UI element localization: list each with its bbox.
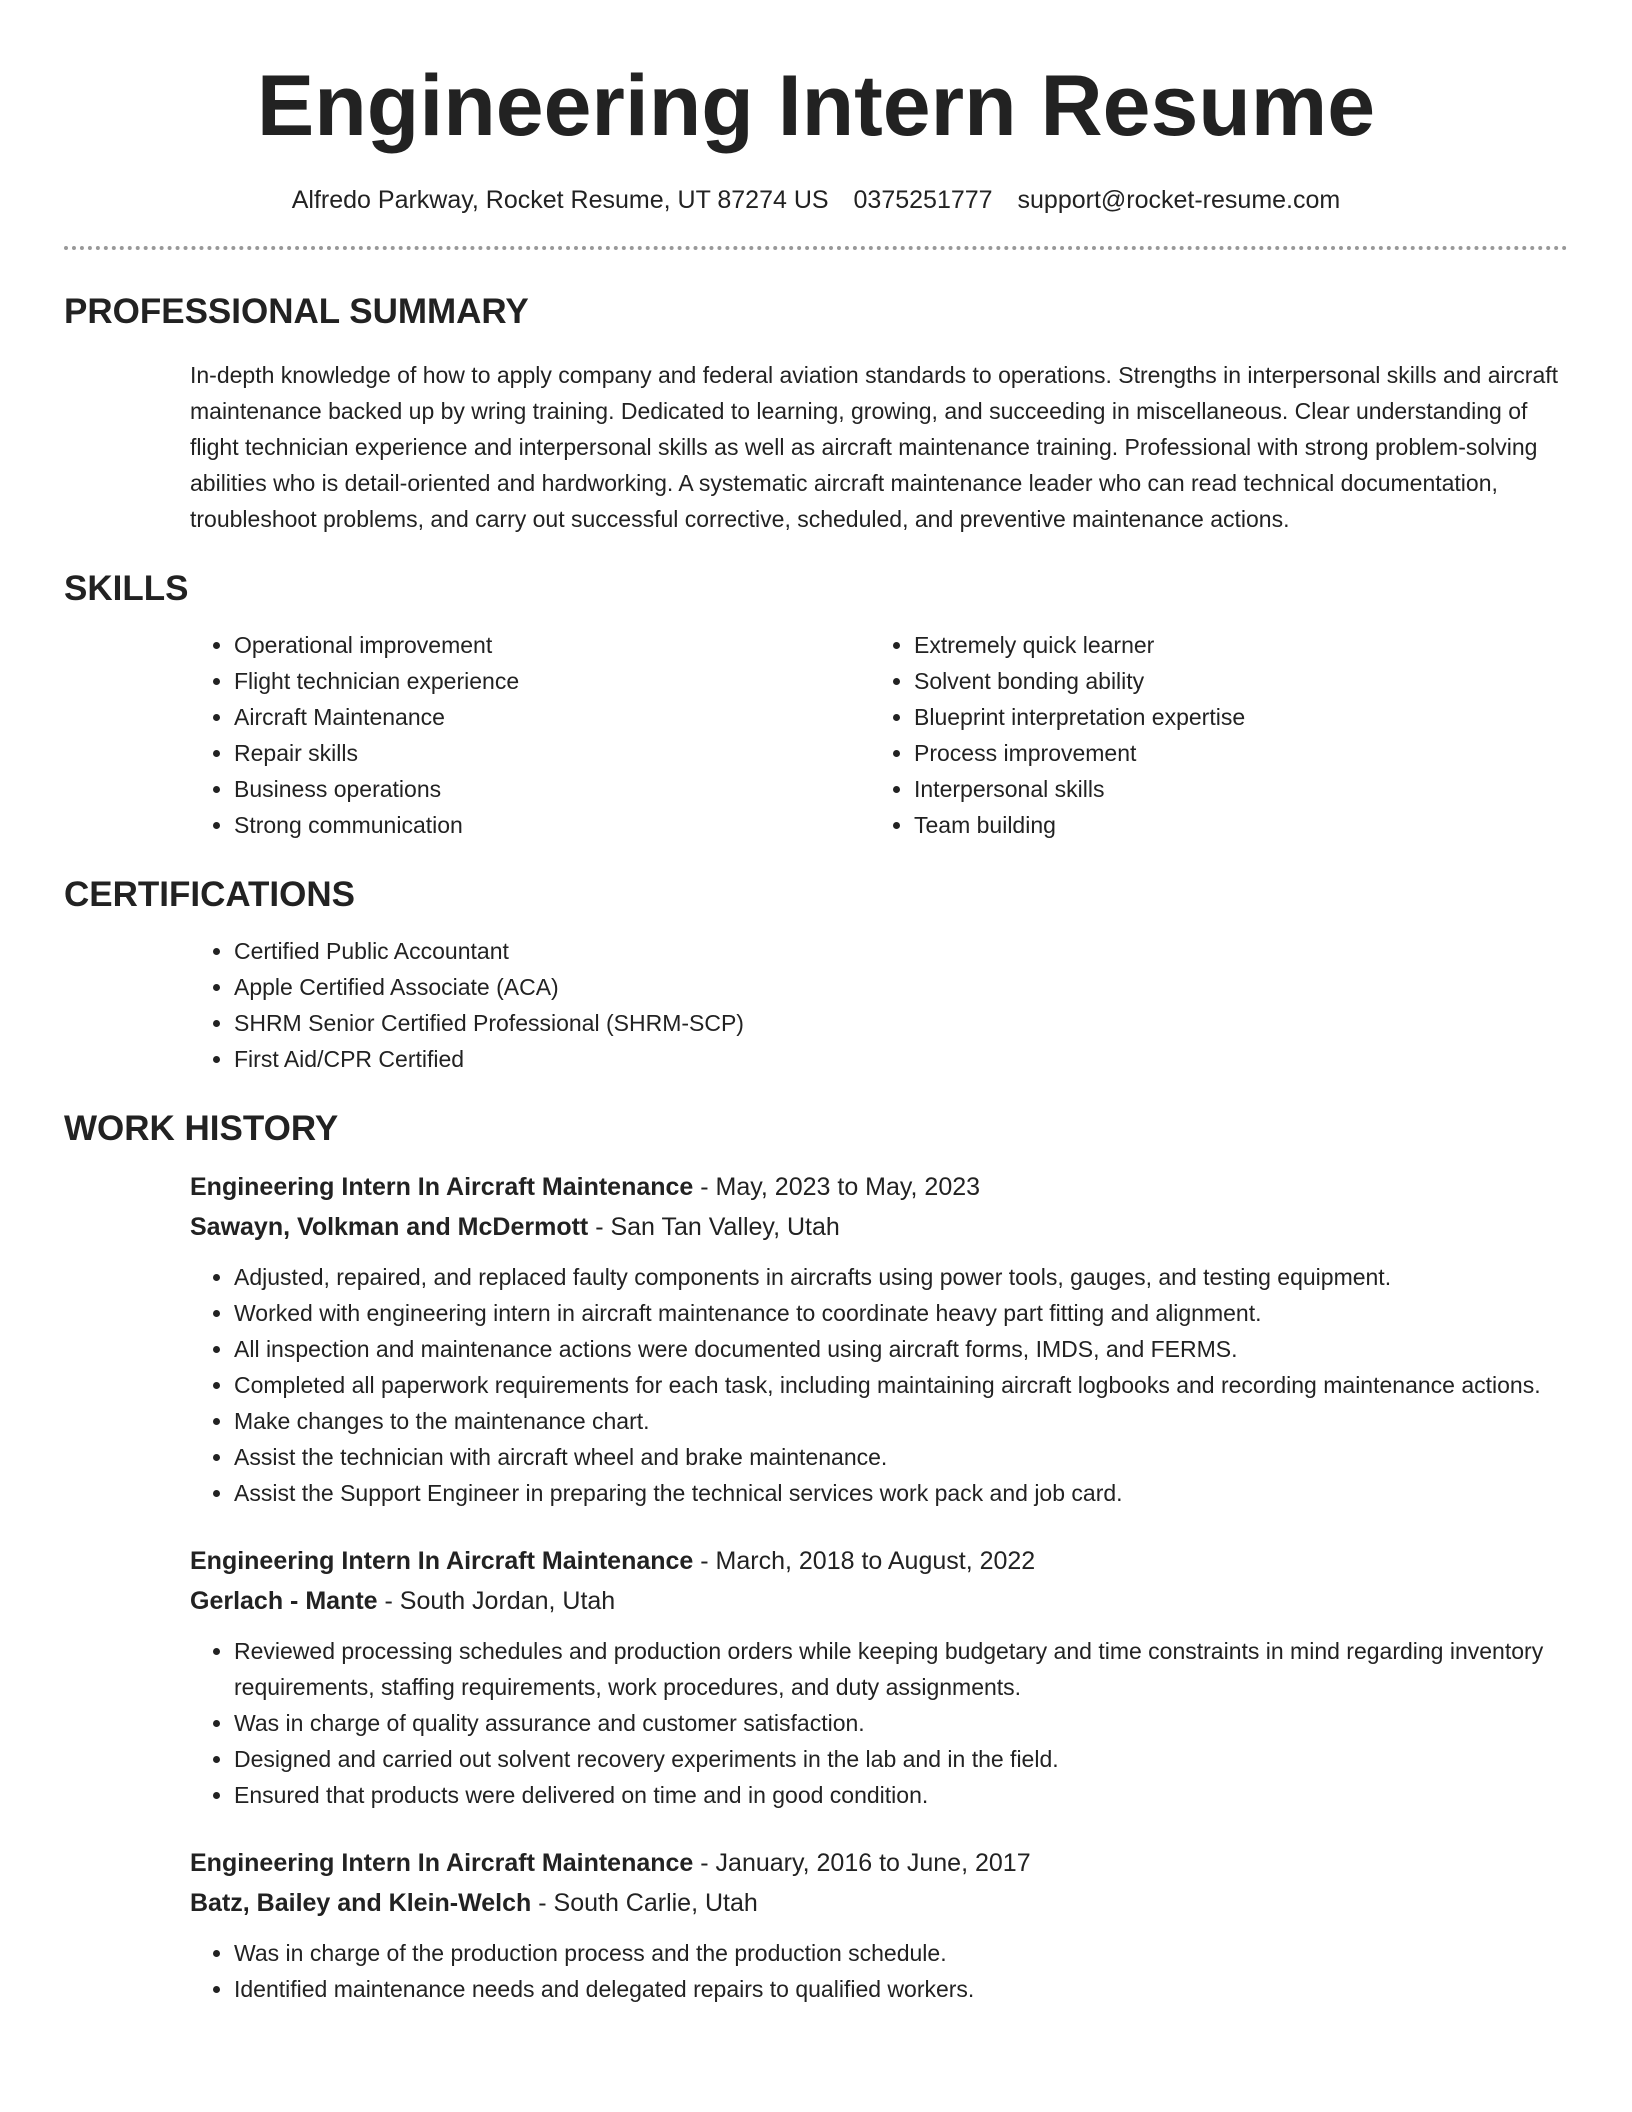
list-item: • Extremely quick learner	[914, 627, 1550, 663]
contact-address: Alfredo Parkway, Rocket Resume, UT 87274 US	[291, 186, 829, 214]
list-item: • SHRM Senior Certified Professional (SHRM-SCP)	[234, 1005, 1568, 1041]
list-item: • Strong communication	[234, 807, 870, 843]
job-role: Engineering Intern In Aircraft Maintenance	[190, 1849, 694, 1877]
list-item: • Aircraft Maintenance	[234, 699, 870, 735]
list-item: • Interpersonal skills	[914, 771, 1550, 807]
job-role: Engineering Intern In Aircraft Maintenance	[190, 1173, 694, 1201]
contact-line	[64, 184, 1568, 216]
job-entry	[190, 1541, 1568, 1813]
skills-list-left	[190, 627, 870, 843]
job-entry	[190, 1843, 1568, 2007]
list-item: • Flight technician experience	[234, 663, 870, 699]
list-item: • Assist the technician with aircraft wheel and brake maintenance.	[234, 1439, 1568, 1475]
list-item: • Business operations	[234, 771, 870, 807]
summary-heading: PROFESSIONAL SUMMARY	[64, 292, 529, 331]
job-dates: - May, 2023 to May, 2023	[693, 1173, 981, 1201]
summary-section	[64, 290, 1568, 537]
job-entry	[190, 1167, 1568, 1511]
contact-email: support@rocket-resume.com	[1017, 186, 1341, 214]
list-item: • Repair skills	[234, 735, 870, 771]
job-company-line	[190, 1207, 1568, 1247]
job-bullets	[190, 1633, 1568, 1813]
job-company: Batz, Bailey and Klein-Welch	[190, 1889, 532, 1917]
list-item: • Operational improvement	[234, 627, 870, 663]
job-location: - South Jordan, Utah	[377, 1587, 616, 1615]
summary-text: In-depth knowledge of how to apply company and federal aviation standards to operations. Strengths in interpersonal skills and aircraft maintenance backed up by wring training. Dedicated to learning, growing, and succeeding in miscellaneous. Clear understanding of flight technician experience and interpersonal skills as well as aircraft maintenance training. Professional with strong problem-solving abilities who is detail-oriented and hardworking. A systematic aircraft maintenance leader who can read technical documentation, troubleshoot problems, and carry out successful corrective, scheduled, and preventive maintenance actions.	[190, 362, 1559, 532]
list-item: • Process improvement	[914, 735, 1550, 771]
job-dates: - January, 2016 to June, 2017	[693, 1849, 1031, 1877]
job-company-line	[190, 1581, 1568, 1621]
list-item: • Ensured that products were delivered on time and in good condition.	[234, 1777, 1568, 1813]
work-history-section	[64, 1107, 1568, 2007]
list-item: • Completed all paperwork requirements for each task, including maintaining aircraft logbooks and recording maintenance actions.	[234, 1367, 1568, 1403]
job-title-line	[190, 1541, 1568, 1581]
list-item: • Blueprint interpretation expertise	[914, 699, 1550, 735]
skills-list-right	[870, 627, 1550, 843]
list-item: • Assist the Support Engineer in preparing the technical services work pack and job card.	[234, 1475, 1568, 1511]
list-item: • Make changes to the maintenance chart.	[234, 1403, 1568, 1439]
job-role: Engineering Intern In Aircraft Maintenance	[190, 1547, 694, 1575]
list-item: • Was in charge of quality assurance and customer satisfaction.	[234, 1705, 1568, 1741]
certifications-list	[190, 933, 1568, 1077]
job-company: Sawayn, Volkman and McDermott	[190, 1213, 589, 1241]
list-item: • All inspection and maintenance actions were documented using aircraft forms, IMDS, and FERMS.	[234, 1331, 1568, 1367]
list-item: • Designed and carried out solvent recovery experiments in the lab and in the field.	[234, 1741, 1568, 1777]
job-title-line	[190, 1167, 1568, 1207]
list-item: • Worked with engineering intern in aircraft maintenance to coordinate heavy part fitting and alignment.	[234, 1295, 1568, 1331]
list-item: • Was in charge of the production process and the production schedule.	[234, 1935, 1568, 1971]
list-item: • Apple Certified Associate (ACA)	[234, 969, 1568, 1005]
list-item: • Certified Public Accountant	[234, 933, 1568, 969]
list-item: • Adjusted, repaired, and replaced faulty components in aircrafts using power tools, gauges, and testing equipment.	[234, 1259, 1568, 1295]
list-item: • Team building	[914, 807, 1550, 843]
list-item: • First Aid/CPR Certified	[234, 1041, 1568, 1077]
job-company: Gerlach - Mante	[190, 1587, 378, 1615]
job-title-line	[190, 1843, 1568, 1883]
resume-page	[64, 0, 1568, 2007]
skills-column-right	[870, 627, 1550, 843]
certifications-heading: CERTIFICATIONS	[64, 875, 356, 914]
skills-heading: SKILLS	[64, 569, 189, 608]
certifications-section	[64, 873, 1568, 1077]
job-bullets	[190, 1259, 1568, 1511]
skills-column-left	[190, 627, 870, 843]
resume-title: Engineering Intern Resume	[256, 58, 1376, 154]
list-item: • Reviewed processing schedules and production orders while keeping budgetary and time constraints in mind regarding inventory requirements, staffing requirements, work procedures, and duty assignments.	[234, 1633, 1568, 1705]
job-company-line	[190, 1883, 1568, 1923]
skills-section	[64, 567, 1568, 843]
work-history-heading: WORK HISTORY	[64, 1109, 339, 1148]
list-item: • Solvent bonding ability	[914, 663, 1550, 699]
job-location: - San Tan Valley, Utah	[588, 1213, 840, 1241]
job-dates: - March, 2018 to August, 2022	[693, 1547, 1036, 1575]
contact-phone: 0375251777	[853, 186, 993, 214]
job-location: - South Carlie, Utah	[531, 1889, 758, 1917]
list-item: • Identified maintenance needs and delegated repairs to qualified workers.	[234, 1971, 1568, 2007]
job-bullets	[190, 1935, 1568, 2007]
header-divider	[64, 246, 1568, 250]
